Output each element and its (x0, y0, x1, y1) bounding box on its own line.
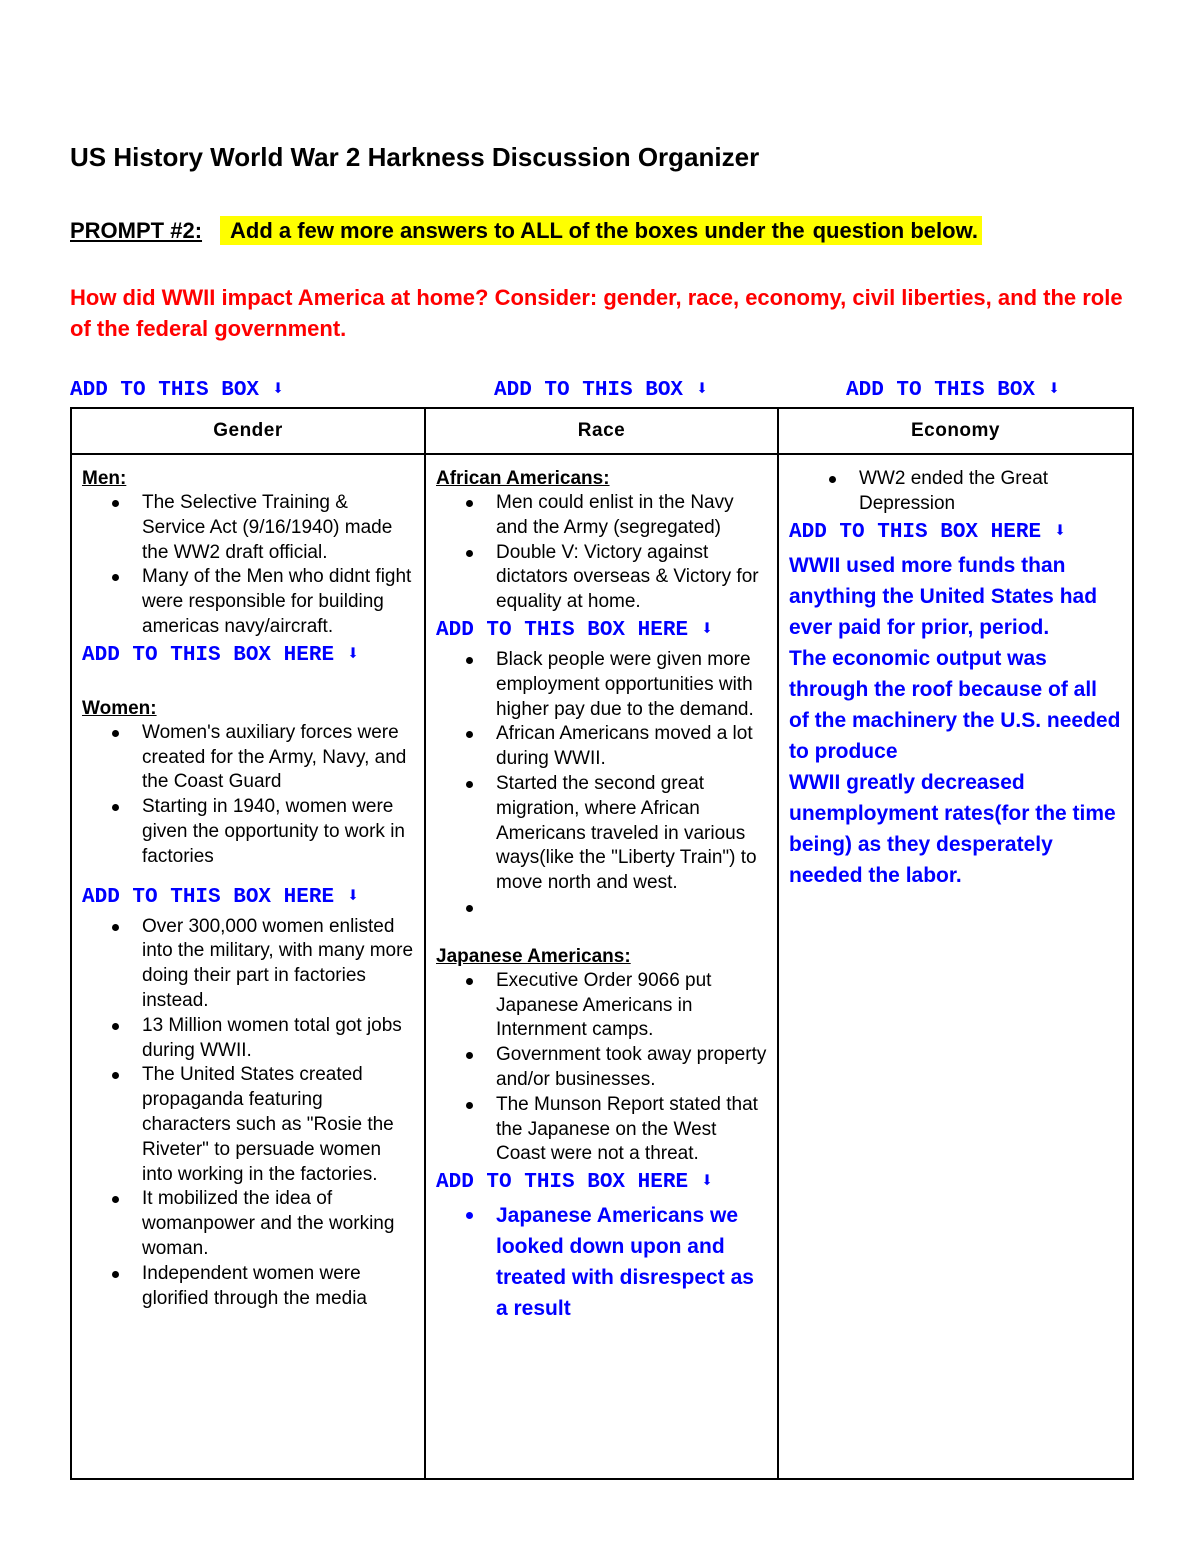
list-item: The United States created propaganda featuring characters such as "Rosie the Riveter" to persuade women into working in the factories. (142, 1063, 414, 1187)
japanese-americans-heading: Japanese Americans: (436, 945, 631, 967)
document-title: US History World War 2 Harkness Discussion Organizer (70, 142, 760, 172)
list-item: The Munson Report stated that the Japanese on the West Coast were not a threat. (496, 1093, 767, 1167)
prompt-instruction-end: question below. (809, 216, 982, 245)
african-americans-added-list (436, 648, 767, 921)
table-header-row (71, 408, 1133, 454)
race-cell[interactable] (425, 454, 778, 1479)
list-item: Executive Order 9066 put Japanese Americans in Internment camps. (496, 969, 767, 1043)
list-item: Starting in 1940, women were given the opportunity to work in factories (142, 795, 414, 869)
women-list (82, 721, 414, 870)
economy-added-text: The economic output was through the roof because of all of the machinery the U.S. needed to produce (789, 646, 1121, 763)
add-to-box-gender: ADD TO THIS BOX ⬇ (70, 379, 285, 402)
economy-list (789, 467, 1122, 517)
list-item: WW2 ended the Great Depression (859, 467, 1122, 517)
empty-list-item (496, 896, 767, 921)
african-americans-list (436, 491, 767, 615)
column-header-race: Race (425, 408, 778, 454)
economy-added-text: WWII used more funds than anything the United States had ever paid for prior, period. (789, 553, 1098, 639)
japanese-americans-added-list (436, 1200, 767, 1324)
list-item: Many of the Men who didnt fight were responsible for building americas navy/aircraft. (142, 565, 414, 639)
list-item: Women's auxiliary forces were created for the Army, Navy, and the Coast Guard (142, 721, 414, 795)
list-item: Double V: Victory against dictators overseas & Victory for equality at home. (496, 541, 767, 615)
prompt-instruction: Add a few more answers to ALL of the boxes under the (220, 216, 809, 245)
discussion-question: How did WWII impact America at home? Consider: gender, race, economy, civil liberties, and the role of the federal government. (70, 285, 1123, 341)
list-item: African Americans moved a lot during WWII. (496, 722, 767, 772)
column-header-economy: Economy (778, 408, 1133, 454)
prompt-line (70, 218, 982, 244)
women-added-list (82, 915, 414, 1312)
add-here-japanese-americans: ADD TO THIS BOX HERE ⬇ (436, 1171, 714, 1195)
add-here-economy: ADD TO THIS BOX HERE ⬇ (789, 520, 1067, 544)
economy-added-text: WWII greatly decreased unemployment rates(for the time being) as they desperately needed the labor. (789, 770, 1116, 887)
economy-cell[interactable] (778, 454, 1133, 1479)
add-here-men: ADD TO THIS BOX HERE ⬇ (82, 643, 360, 667)
list-item: The Selective Training & Service Act (9/16/1940) made the WW2 draft official. (142, 491, 414, 565)
list-item: Japanese Americans we looked down upon and treated with disrespect as a result (496, 1200, 767, 1324)
list-item: Government took away property and/or businesses. (496, 1043, 767, 1093)
list-item: Started the second great migration, where African Americans traveled in various ways(like the "Liberty Train") to move north and west. (496, 772, 767, 896)
list-item: It mobilized the idea of womanpower and the working woman. (142, 1187, 414, 1261)
table-body-row (71, 454, 1133, 1479)
list-item: Men could enlist in the Navy and the Army (segregated) (496, 491, 767, 541)
men-list (82, 491, 414, 640)
japanese-americans-list (436, 969, 767, 1167)
list-item: 13 Million women total got jobs during WWII. (142, 1014, 414, 1064)
men-heading: Men: (82, 468, 127, 489)
african-americans-heading: African Americans: (436, 468, 610, 489)
list-item: Black people were given more employment opportunities with higher pay due to the demand. (496, 648, 767, 722)
list-item: Over 300,000 women enlisted into the military, with many more doing their part in factories instead. (142, 915, 414, 1014)
prompt-label: PROMPT #2: (70, 218, 203, 243)
organizer-table (70, 407, 1134, 1480)
add-here-women: ADD TO THIS BOX HERE ⬇ (82, 885, 360, 909)
column-header-gender: Gender (71, 408, 425, 454)
add-to-box-economy: ADD TO THIS BOX ⬇ (846, 379, 1061, 402)
add-to-box-race: ADD TO THIS BOX ⬇ (494, 379, 709, 402)
add-here-african-americans: ADD TO THIS BOX HERE ⬇ (436, 618, 714, 642)
list-item: Independent women were glorified through the media (142, 1262, 414, 1312)
women-heading: Women: (82, 697, 157, 719)
gender-cell[interactable] (71, 454, 425, 1479)
